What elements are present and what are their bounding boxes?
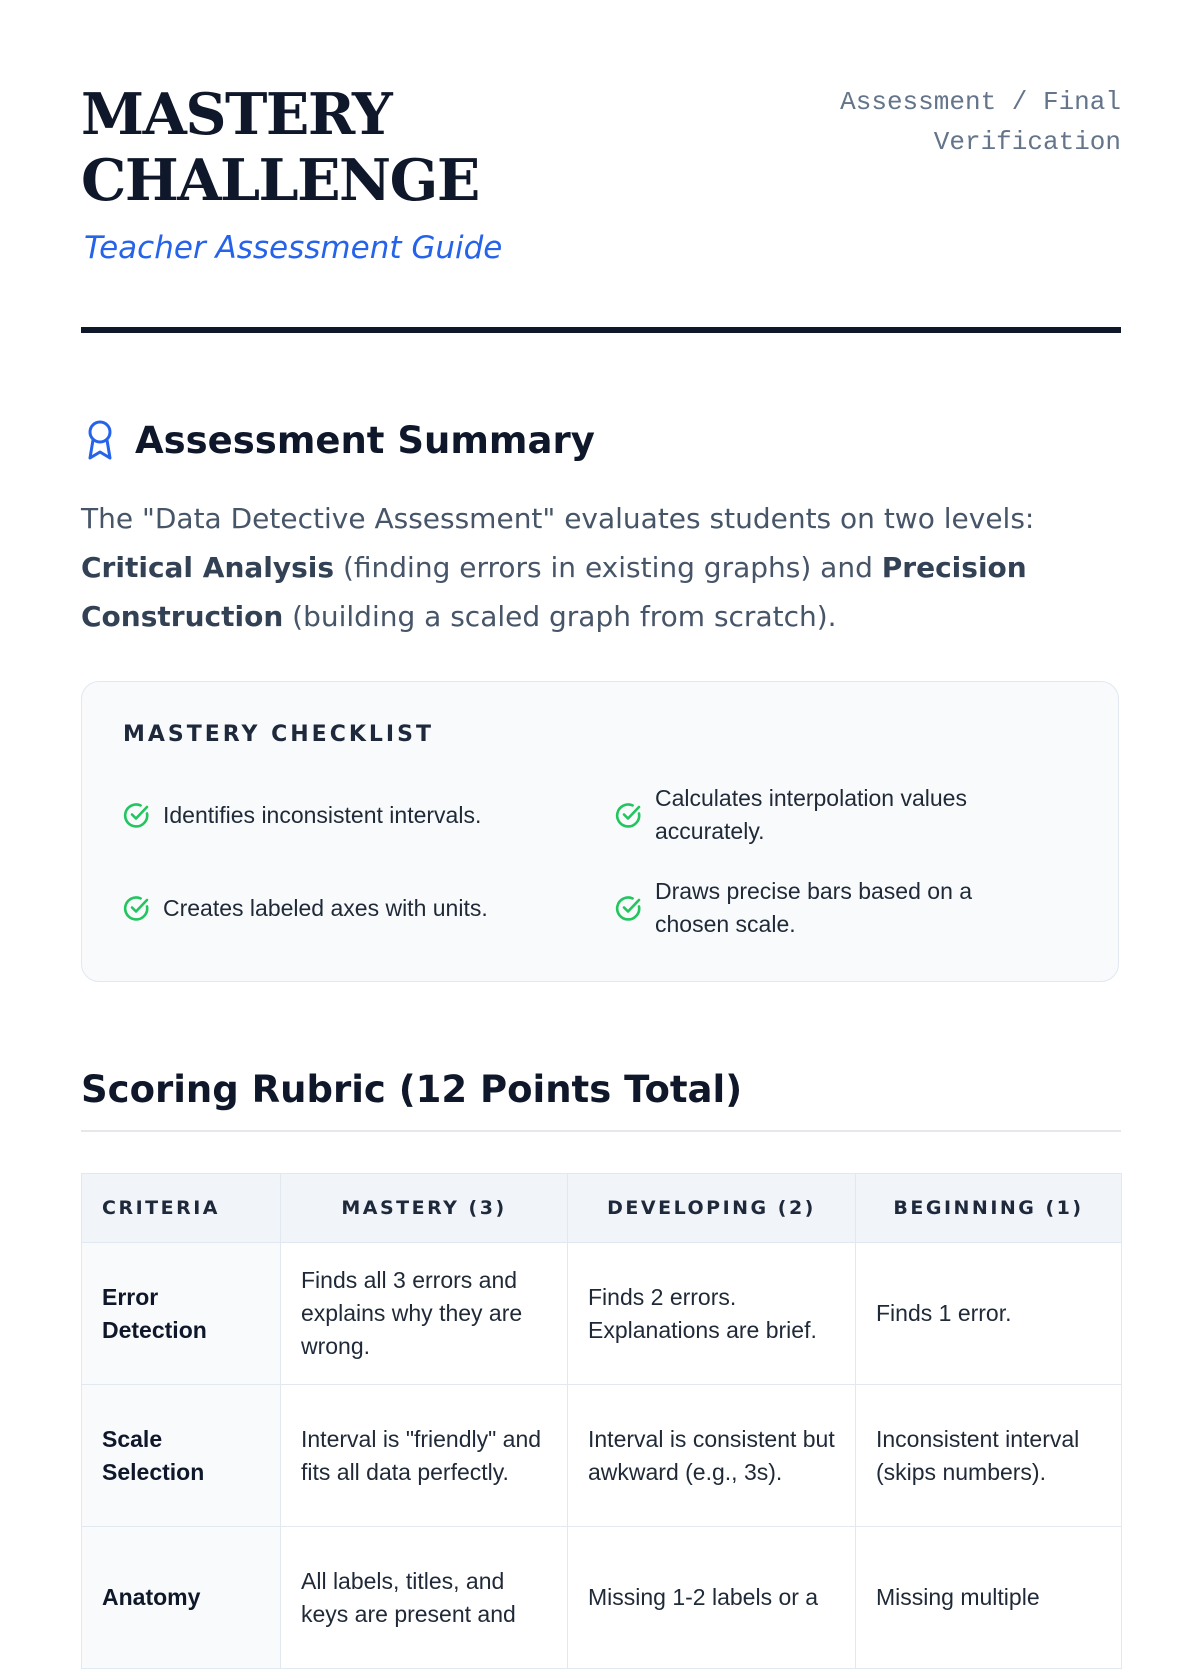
- checklist-item-label: Draws precise bars based on a chosen scale.: [655, 878, 973, 937]
- summary-title: Assessment Summary: [135, 418, 595, 462]
- beginning-cell: Inconsistent interval (skips numbers).: [856, 1385, 1122, 1527]
- check-circle-icon: [123, 894, 151, 922]
- summary-heading: [81, 415, 595, 465]
- rubric-divider: [81, 1130, 1121, 1132]
- criteria-cell: Anatomy: [82, 1527, 281, 1669]
- header-divider: [81, 327, 1121, 333]
- table-header-row: [82, 1174, 1122, 1243]
- checklist-item-label: Identifies inconsistent intervals.: [163, 801, 482, 828]
- mastery-cell: All labels, titles, and keys are present and: [281, 1527, 568, 1669]
- rubric-title: Scoring Rubric (12 Points Total): [81, 1068, 743, 1111]
- summary-bold-2: Precision Construction: [81, 551, 1027, 633]
- page-header: [81, 0, 1121, 334]
- beginning-cell: Finds 1 error.: [856, 1243, 1122, 1385]
- criteria-cell: Error Detection: [82, 1243, 281, 1385]
- beginning-cell: Missing multiple: [856, 1527, 1122, 1669]
- checklist-title: MASTERY CHECKLIST: [123, 722, 434, 747]
- breadcrumb-line-1: Assessment / Final: [840, 87, 1121, 117]
- page: [81, 0, 1121, 1627]
- summary-text-3: (building a scaled graph from scratch).: [292, 600, 837, 633]
- rubric-table: [81, 1173, 1122, 1669]
- developing-cell: Finds 2 errors. Explanations are brief.: [568, 1243, 856, 1385]
- checklist-item: [615, 782, 1015, 848]
- checklist-item-label: Creates labeled axes with units.: [163, 894, 488, 921]
- column-header-beginning: BEGINNING (1): [856, 1174, 1122, 1243]
- breadcrumb-line-2: Verification: [933, 127, 1121, 157]
- table-row: [82, 1243, 1122, 1385]
- mastery-cell: Finds all 3 errors and explains why they are wrong.: [281, 1243, 568, 1385]
- mastery-checklist: [81, 681, 1119, 982]
- criteria-cell: Scale Selection: [82, 1385, 281, 1527]
- table-row: [82, 1385, 1122, 1527]
- check-circle-icon: [615, 801, 643, 829]
- summary-bold-1: Critical Analysis: [81, 551, 335, 584]
- summary-text-2: (finding errors in existing graphs) and: [342, 551, 873, 584]
- column-header-criteria: CRITERIA: [82, 1174, 281, 1243]
- award-icon: [81, 418, 119, 462]
- page-subtitle: Teacher Assessment Guide: [84, 230, 503, 266]
- mastery-cell: Interval is "friendly" and fits all data perfectly.: [281, 1385, 568, 1527]
- checklist-item: [123, 875, 543, 941]
- column-header-developing: DEVELOPING (2): [568, 1174, 856, 1243]
- check-circle-icon: [123, 801, 151, 829]
- developing-cell: Missing 1-2 labels or a: [568, 1527, 856, 1669]
- title-line-1: MASTERY: [81, 81, 392, 148]
- check-circle-icon: [615, 894, 643, 922]
- checklist-item-label: Calculates interpolation values accurately.: [655, 785, 967, 844]
- page-title: [81, 82, 541, 214]
- summary-paragraph: [81, 494, 1111, 641]
- checklist-item: [123, 782, 543, 848]
- breadcrumb: [791, 82, 1121, 162]
- column-header-mastery: MASTERY (3): [281, 1174, 568, 1243]
- summary-text-1: The "Data Detective Assessment" evaluates students on two levels:: [81, 502, 1035, 535]
- developing-cell: Interval is consistent but awkward (e.g., 3s).: [568, 1385, 856, 1527]
- table-row: [82, 1527, 1122, 1669]
- checklist-item: [615, 875, 1015, 941]
- title-line-2: CHALLENGE: [81, 147, 479, 214]
